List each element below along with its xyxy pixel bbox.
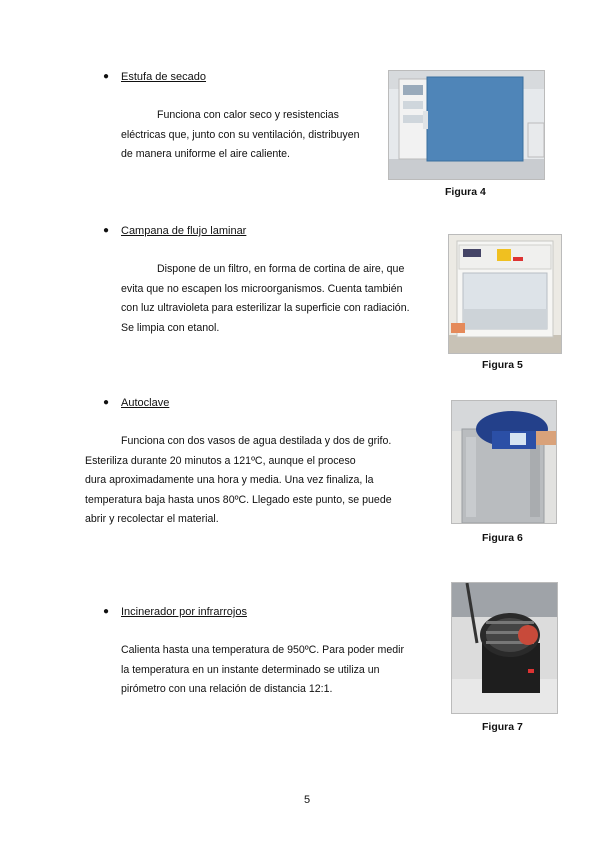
- bullet-dot: ●: [103, 606, 110, 617]
- paragraph-incinerador: [121, 641, 404, 700]
- figure-5-photo-laminar-flow-hood: [448, 234, 562, 354]
- paragraph-line: la temperatura en un instante determinado se utiliza un: [121, 663, 380, 676]
- bullet-dot: ●: [103, 397, 110, 408]
- paragraph-line: abrir y recolectar el material.: [85, 513, 219, 525]
- section-title-autoclave: Autoclave: [121, 397, 170, 409]
- bullet-incinerador: [103, 606, 323, 620]
- paragraph-line: Funciona con calor seco y resistencias: [157, 109, 339, 121]
- section-title-incinerador: Incinerador por infrarrojos: [121, 606, 247, 618]
- section-title-campana: Campana de flujo laminar: [121, 225, 247, 237]
- bullet-estufa: [103, 71, 303, 85]
- figure-4-photo-drying-oven: [388, 70, 545, 180]
- figure-5-caption: Figura 5: [482, 359, 523, 371]
- paragraph-line: temperatura baja hasta unos 80ºC. Llegado este punto, se puede: [85, 493, 392, 506]
- page-number: 5: [304, 794, 311, 806]
- paragraph-campana: [121, 260, 410, 338]
- paragraph-line: con luz ultravioleta para esterilizar la superficie con radiación.: [121, 302, 410, 314]
- paragraph-line: evita que no escapen los microorganismos. Cuenta también: [121, 282, 403, 295]
- paragraph-line: eléctricas que, junto con su ventilación, distribuyen: [121, 128, 360, 141]
- bullet-campana: [103, 225, 303, 239]
- paragraph-line: Se limpia con etanol.: [121, 321, 220, 334]
- paragraph-line: pirómetro con una relación de distancia 12:1.: [121, 683, 333, 695]
- figure-7-photo-infrared-incinerator: [451, 582, 558, 714]
- paragraph-autoclave: [85, 432, 392, 530]
- paragraph-line: Dispone de un filtro, en forma de cortina de aire, que: [157, 263, 405, 275]
- section-title-estufa: Estufa de secado: [121, 71, 207, 83]
- bullet-dot: ●: [103, 71, 110, 82]
- figure-6-caption: Figura 6: [482, 532, 523, 544]
- paragraph-line: dura aproximadamente una hora y media. Una vez finaliza, la: [85, 474, 374, 486]
- paragraph-line: Funciona con dos vasos de agua destilada y dos de grifo.: [121, 435, 392, 447]
- bullet-dot: ●: [103, 225, 110, 236]
- paragraph-line: Calienta hasta una temperatura de 950ºC. Para poder medir: [121, 644, 405, 656]
- figure-4-caption: Figura 4: [445, 186, 486, 198]
- bullet-autoclave: [103, 397, 303, 411]
- paragraph-estufa: [121, 106, 360, 165]
- paragraph-line: de manera uniforme el aire caliente.: [121, 148, 291, 160]
- figure-7-caption: Figura 7: [482, 721, 523, 733]
- paragraph-line: Esteriliza durante 20 minutos a 121ºC, aunque el proceso: [85, 454, 356, 467]
- figure-6-photo-autoclave: [451, 400, 557, 524]
